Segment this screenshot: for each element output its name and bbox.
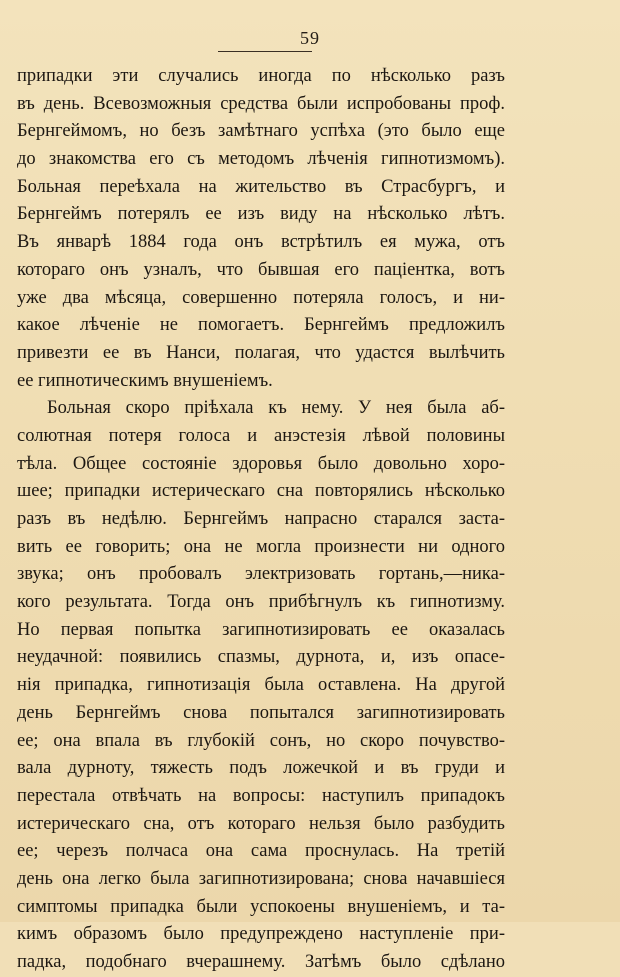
text-line: Бернгеймъ потерялъ ее изъ виду на нѣсколько лѣтъ. bbox=[17, 204, 505, 225]
page-header bbox=[0, 28, 620, 49]
text-line: нія припадка, гипнотизація была оставлена. На другой bbox=[17, 675, 505, 696]
text-line: разъ въ недѣлю. Бернгеймъ напрасно старался заста- bbox=[17, 509, 505, 529]
text-line: Но первая попытка загипнотизировать ее оказалась bbox=[17, 619, 505, 640]
text-line: истерическаго сна, отъ котораго нельзя было разбудить bbox=[17, 813, 505, 834]
text-line: въ день. Всевозможныя средства были испробованы проф. bbox=[17, 93, 505, 114]
text-line: котораго онъ узналъ, что бывшая его паціентка, вотъ bbox=[17, 259, 505, 280]
text-line: падка, подобнаго вчерашнему. Затѣмъ было сдѣлано bbox=[17, 952, 505, 972]
text-line: день она легко была загипнотизирована; снова начавшіеся bbox=[17, 868, 505, 889]
text-line: вить ее говорить; она не могла произнести ни одного bbox=[17, 536, 505, 557]
text-line: вала дурноту, тяжесть подъ ложечкой и въ груди и bbox=[17, 758, 505, 779]
text-line: уже два мѣсяца, совершенно потеряла голосъ, и ни- bbox=[17, 287, 505, 308]
text-line: кимъ образомъ было предупреждено наступленіе при- bbox=[17, 924, 505, 945]
text-line: Въ январѣ 1884 года онъ встрѣтилъ ея мужа, отъ bbox=[17, 232, 505, 253]
text-line: ее гипнотическимъ внушеніемъ. bbox=[17, 370, 273, 391]
text-line: Бернгеймомъ, но безъ замѣтнаго успѣха (это было еще bbox=[17, 121, 505, 142]
text-line: день Бернгеймъ снова попытался загипнотизировать bbox=[17, 702, 505, 723]
text-line: привезти ее въ Нанси, полагая, что удастся вылѣчить bbox=[17, 342, 505, 363]
text-line: до знакомства его съ методомъ лѣченія гипнотизмомъ). bbox=[17, 149, 505, 170]
body-text bbox=[17, 63, 505, 977]
header-rule bbox=[218, 51, 312, 52]
text-line: припадки эти случались иногда по нѣсколько разъ bbox=[17, 66, 505, 86]
text-line: Больная скоро пріѣхала къ нему. У нея была аб- bbox=[47, 398, 505, 419]
text-line: ее; черезъ полчаса она сама проснулась. На третій bbox=[17, 841, 505, 862]
text-line: перестала отвѣчать на вопросы: наступилъ припадокъ bbox=[17, 785, 505, 806]
text-line: шее; припадки истерическаго сна повторялись нѣсколько bbox=[17, 481, 505, 502]
text-line: какое лѣченіе не помогаетъ. Бернгеймъ предложилъ bbox=[17, 315, 505, 336]
text-line: кого результата. Тогда онъ прибѣгнулъ къ гипнотизму. bbox=[17, 592, 505, 613]
text-line: неудачной: появились спазмы, дурнота, и, изъ опасе- bbox=[17, 647, 505, 668]
text-line: симптомы припадка были успокоены внушеніемъ, и та- bbox=[17, 896, 505, 917]
text-line: солютная потеря голоса и анэстезія лѣвой половины bbox=[17, 425, 505, 446]
text-line: ее; она впала въ глубокій сонъ, но скоро почувство- bbox=[17, 730, 505, 751]
text-line: Больная переѣхала на жительство въ Страсбургъ, и bbox=[17, 176, 505, 197]
page-number: 59 bbox=[300, 28, 320, 48]
text-line: тѣла. Общее состояніе здоровья было довольно хоро- bbox=[17, 453, 505, 474]
text-line: звука; онъ пробовалъ электризовать гортань,—ника- bbox=[17, 564, 505, 585]
